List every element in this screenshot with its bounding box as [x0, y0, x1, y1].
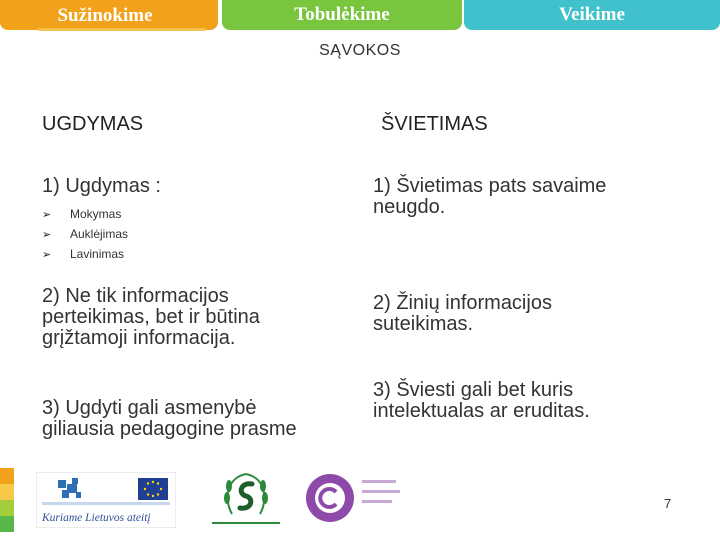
eu-logo-text: Kuriame Lietuvos ateitį	[42, 512, 151, 524]
bullet-text: Mokymas	[70, 207, 122, 221]
bullet-list	[42, 204, 128, 264]
left-item-1: 1) Ugdymas :	[42, 175, 161, 197]
right-item-1	[373, 176, 606, 218]
right-item-2	[373, 293, 552, 335]
arrow-bullet-icon: ➢	[42, 248, 52, 261]
tab-suzinokime[interactable]	[0, 0, 218, 30]
color-stripe	[0, 484, 14, 500]
tab-label: Tobulėkime	[294, 4, 390, 25]
list-item	[42, 204, 128, 224]
color-stripe	[0, 516, 14, 532]
text-line: neugdo.	[373, 196, 446, 218]
tab-veikime[interactable]	[464, 0, 720, 30]
bullet-text: Lavinimas	[70, 247, 125, 261]
tab-tobulekime[interactable]	[222, 0, 462, 30]
left-item-2	[42, 286, 260, 349]
ugdymo-pletotes-centras-logo	[300, 468, 410, 528]
right-item-3	[373, 380, 590, 422]
color-stripe	[0, 500, 14, 516]
left-heading: UGDYMAS	[42, 113, 144, 135]
arrow-bullet-icon: ➢	[42, 228, 52, 241]
text-line: perteikimas, bet ir būtina	[42, 306, 260, 328]
list-item	[42, 224, 128, 244]
text-line: intelektualas ar eruditas.	[373, 400, 590, 422]
eu-funding-logo	[36, 472, 176, 528]
active-tab-underline	[38, 28, 206, 31]
arrow-bullet-icon: ➢	[42, 208, 52, 221]
color-stripe	[0, 468, 14, 484]
text-line: giliausia pedagogine prasme	[42, 418, 297, 440]
text-line: suteikimas.	[373, 313, 474, 335]
top-tab-bar	[0, 0, 720, 32]
text-line: 2) Ne tik informacijos	[42, 285, 229, 307]
right-heading: ŠVIETIMAS	[381, 113, 488, 135]
left-item-3	[42, 398, 297, 440]
text-line: grįžtamoji informacija.	[42, 327, 236, 349]
tab-label: Veikime	[559, 4, 625, 25]
tab-label: Sužinokime	[57, 5, 153, 26]
text-line: 3) Šviesti gali bet kuris	[373, 379, 574, 401]
list-item	[42, 244, 128, 264]
bullet-text: Auklėjimas	[70, 227, 129, 241]
text-line: 1) Švietimas pats savaime	[373, 175, 607, 197]
ministry-emblem-logo	[206, 470, 286, 528]
slide-title: SĄVOKOS	[319, 42, 401, 59]
page-number: 7	[664, 496, 672, 511]
text-line: 3) Ugdyti gali asmenybė	[42, 397, 257, 419]
text-line: 2) Žinių informacijos	[373, 292, 552, 314]
